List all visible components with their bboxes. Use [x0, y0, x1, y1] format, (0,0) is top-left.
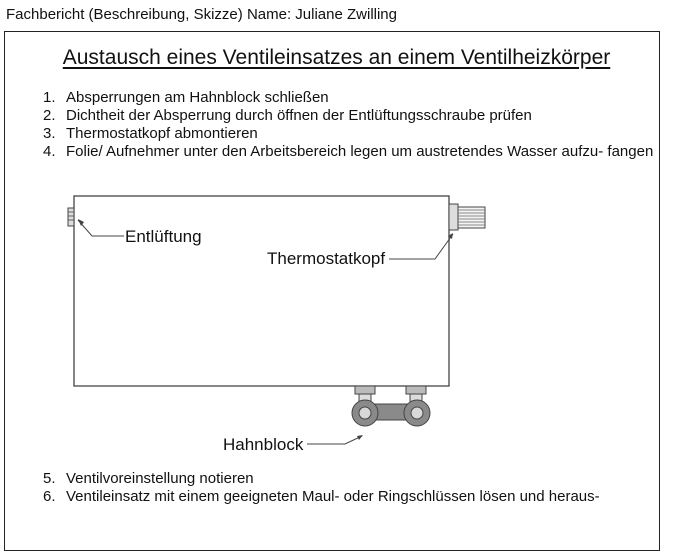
step-item [43, 488, 656, 506]
step-text: Folie/ Aufnehmer unter den Arbeitsbereich legen um austretendes Wasser aufzu- fangen [66, 143, 654, 160]
step-item [43, 470, 656, 488]
valve-block-label: Hahnblock [223, 435, 304, 454]
step-number: 5. [43, 470, 56, 487]
step-text: Dichtheit der Absperrung durch öffnen der Entlüftungsschraube prüfen [66, 107, 532, 124]
step-text: Ventilvoreinstellung notieren [66, 470, 254, 487]
steps-list-continued [43, 470, 656, 506]
radiator-body [74, 196, 449, 386]
document-header: Fachbericht (Beschreibung, Skizze) Name: Juliane Zwilling [6, 6, 397, 23]
step-text: Ventileinsatz mit einem geeigneten Maul- oder Ringschlüssen lösen und heraus- [66, 488, 600, 505]
thermostat-head-icon [449, 204, 485, 230]
step-number: 3. [43, 125, 56, 142]
step-text: Thermostatkopf abmontieren [66, 125, 258, 142]
step-number: 4. [43, 143, 56, 160]
valve-block-icon [352, 386, 430, 426]
thermostat-label: Thermostatkopf [267, 249, 386, 268]
step-text: Absperrungen am Hahnblock schließen [66, 89, 329, 106]
vent-screw-icon [68, 208, 74, 226]
vent-label: Entlüftung [125, 227, 202, 246]
step-number: 2. [43, 107, 56, 124]
step-number: 6. [43, 488, 56, 505]
step-number: 1. [43, 89, 56, 106]
document-title: Austausch eines Ventileinsatzes an einem Ventilheizkörper [62, 46, 611, 69]
